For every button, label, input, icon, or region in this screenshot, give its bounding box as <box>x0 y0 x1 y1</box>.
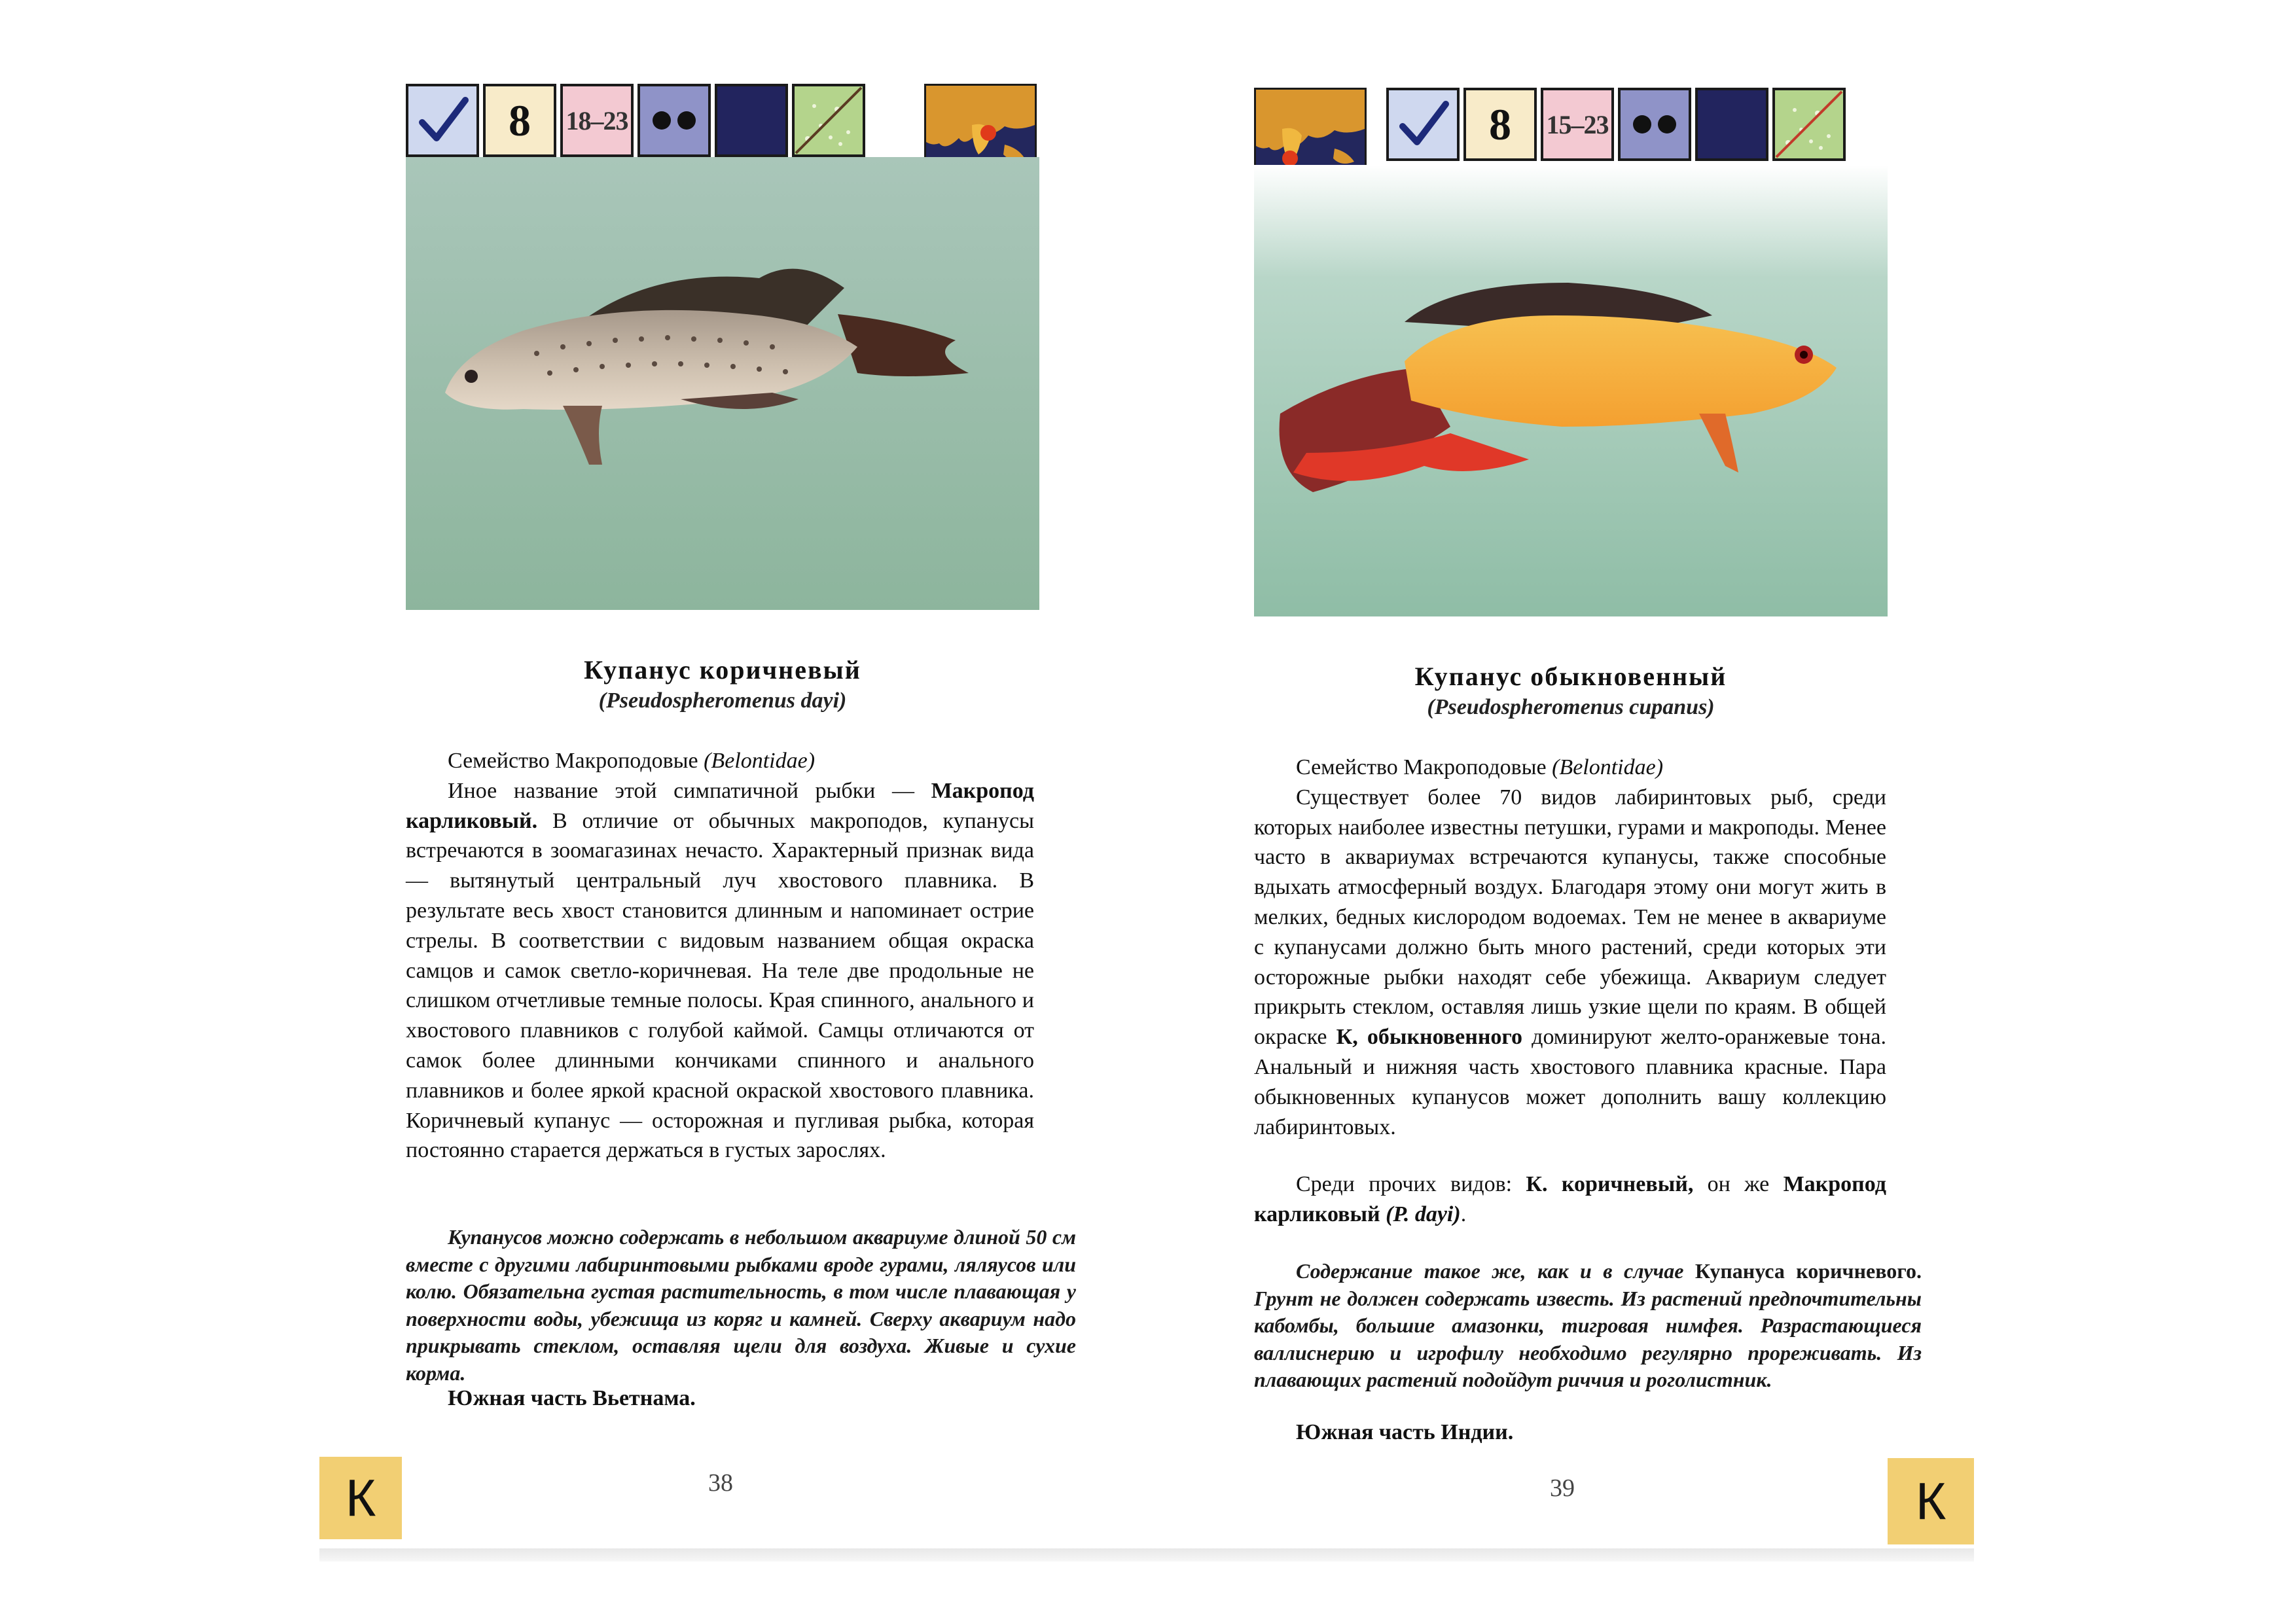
dark-water-icon <box>715 84 788 157</box>
size-number-icon: 8 <box>1463 88 1537 161</box>
description-paragraph: Иное название этой симпатичной рыбки — Макропод карликовый. В отличие от обычных макроподов, купанусы встречаются в зоомагазинах нечасто. Характерный признак вида — вытянутый центральный луч хвостового плавника. В результате весь хвост становится длинным и напоминает острие стрелы. В соответствии с видовым названием общая окраска самцов и самок светло-коричневая. На теле две продольные не слишком отчетливые темные полосы. Края спинного, анального и хвостового плавников с голубой каймой. Самцы отличаются от самок более длинными кончиками спинного и анального плавников и более яркой красной окраской хвостового плавника. Коричневый купанус — осторожная и пугливая рыбка, которая постоянно старается держаться в густых зарослях. <box>406 778 1034 1163</box>
dark-water-icon <box>1695 88 1768 161</box>
temperature-range-icon: 18–23 <box>560 84 634 157</box>
care-notes: Содержание такое же, как и в случае Купануса коричневого. Грунт не должен содержать известь. Из растений предпочтительны кабомбы, большие амазонки, тигровая нимфея. Разрастающиеся валлиснерию и игрофилу необходимо регулярно прореживать. Из плавающих растений подойдут риччия и роголистник. <box>1254 1259 1922 1391</box>
section-letter-tab: К <box>319 1457 402 1539</box>
species-title: Купанус коричневый <box>584 655 861 685</box>
distribution-region: Южная часть Вьетнама. <box>448 1386 696 1410</box>
temperature-range-icon: 15–23 <box>1541 88 1614 161</box>
page-bottom-edge <box>1148 1548 1974 1561</box>
distribution-region: Южная часть Индии. <box>1296 1420 1514 1444</box>
plants-icon <box>1772 88 1846 161</box>
fish-photo-brown <box>406 157 1039 610</box>
species-latin-name: (Pseudospheromenus cupanus) <box>1427 695 1715 719</box>
checkmark-icon <box>1386 88 1460 161</box>
description-text <box>1254 753 1886 1230</box>
species-title: Купанус обыкновенный <box>1414 662 1727 691</box>
checkmark-icon <box>406 84 479 157</box>
right-page <box>1148 0 2296 1623</box>
page-number: 39 <box>1550 1474 1575 1502</box>
page-bottom-edge <box>319 1548 1148 1561</box>
right-care-icons <box>1386 88 1846 161</box>
fish-photo-orange <box>1254 165 1888 616</box>
species-latin-name: (Pseudospheromenus dayi) <box>598 688 847 713</box>
description-paragraph: Существует более 70 видов лабиринтовых рыб, среди которых наиболее известны петушки, гурами и макроподы. Менее часто в аквариумах встречаются купанусы, также способные вдыхать атмосферный воздух. Благодаря этому они могут жить в мелких, бедных кислородом водоемах. Тем не менее в аквариуме с купанусами должно быть много растений, среди которых эти осторожные рыбки находят себе убежища. Аквариум следует прикрыть стеклом, оставляя лишь узкие щели по краям. В общей окраске К, обыкновенного доминируют желто-оранжевые тона. Анальный и нижняя часть хвостового плавника красные. Пара обыкновенных купанусов может дополнить вашу коллекцию лабиринтовых. <box>1254 785 1886 1139</box>
family-line: Семейство Макроподовые (Belontidae) <box>448 749 816 773</box>
two-dots-icon <box>1618 88 1691 161</box>
section-letter-tab: К <box>1888 1458 1974 1544</box>
plants-icon <box>792 84 865 157</box>
family-line: Семейство Макроподовые (Belontidae) <box>1296 755 1664 779</box>
other-species-line: Среди прочих видов: К. коричневый, он же Макропод карликовый (P. dayi). <box>1254 1172 1886 1227</box>
page-number: 38 <box>708 1469 733 1497</box>
description-text <box>406 746 1034 1166</box>
left-care-icons <box>406 84 865 157</box>
care-notes: Купанусов можно содержать в небольшом аквариуме длиной 50 см вместе с другими лабиринтовыми рыбками вроде гурами, ляляусов или колю. Обязательна густая растительность, в том числе плавающая у поверхности воды, убежища из коряг и камней. Сверху аквариум надо прикрывать стеклом, оставляя щели для воздуха. Живые и сухие корма. <box>406 1225 1076 1385</box>
size-number-icon: 8 <box>483 84 556 157</box>
two-dots-icon <box>637 84 711 157</box>
